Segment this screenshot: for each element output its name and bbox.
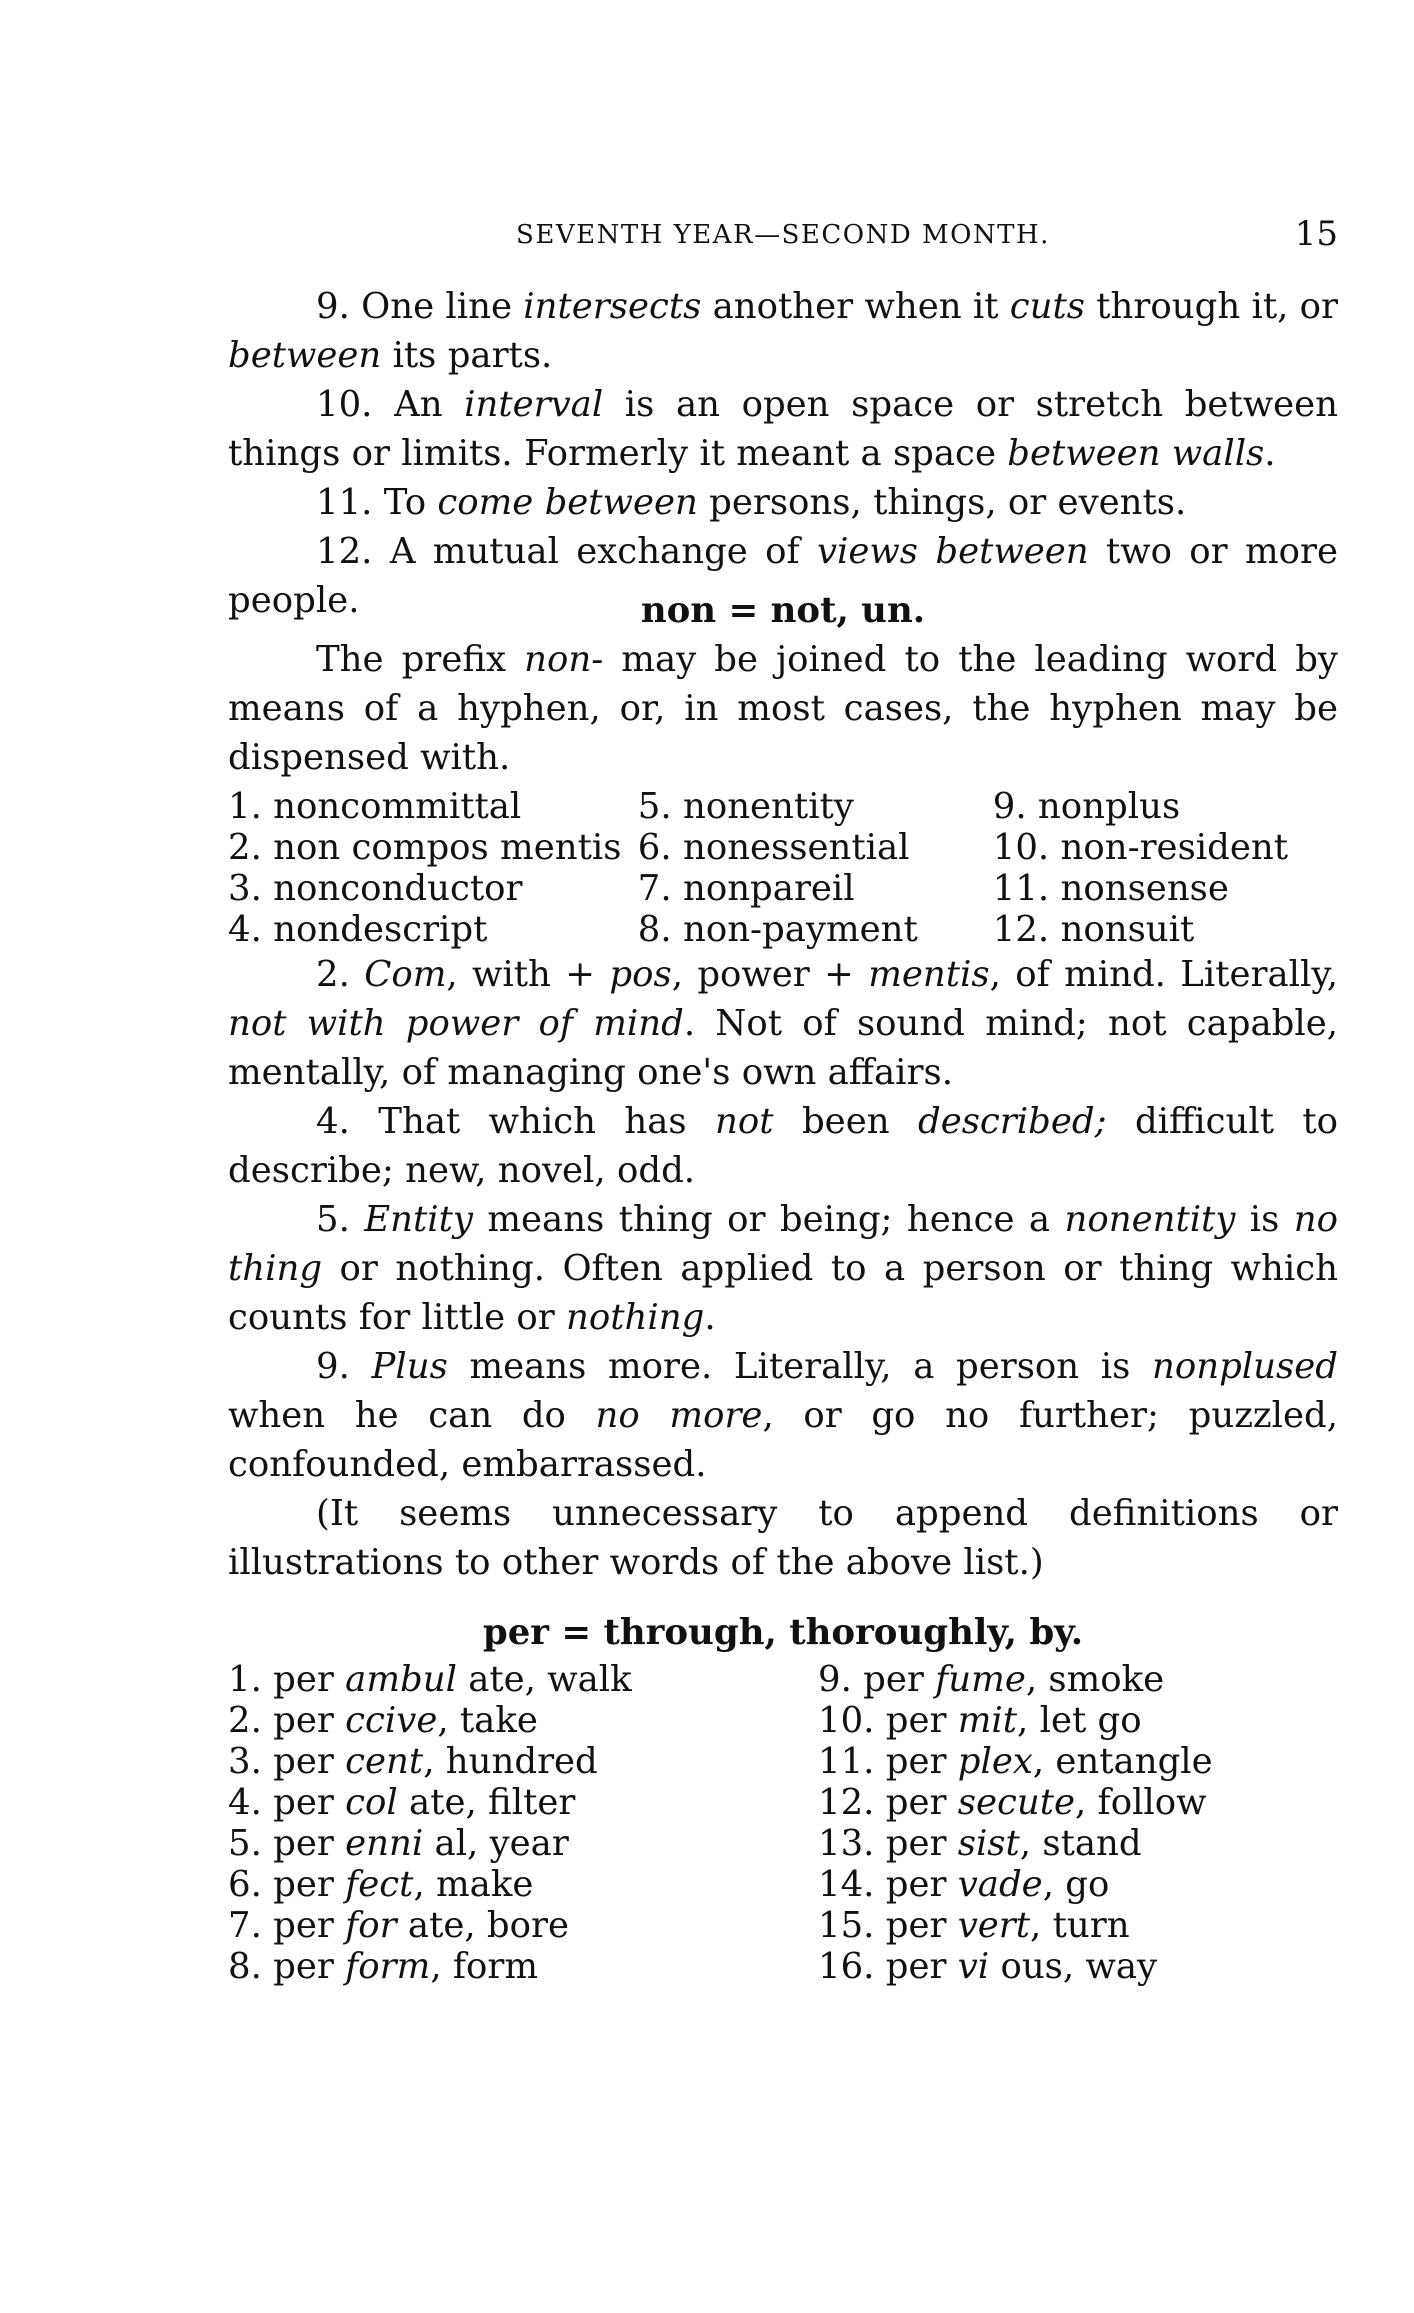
non-heading: non = not, un.	[640, 590, 926, 631]
table-row: 2. per ccive, take 10. per mit, let go	[228, 1700, 1142, 1741]
running-header	[228, 210, 1338, 260]
table-row: 8. per form, form 16. per vi ous, way	[228, 1946, 1158, 1987]
definition-10: 10. An interval is an open space or stretch between things or limits. Formerly it meant a space between walls.	[228, 384, 1338, 474]
table-row: 2. non compos mentis 6. nonessential 10. non-resident	[228, 827, 1288, 868]
non-definition-5: 5. Entity means thing or being; hence a nonentity is no thing or nothing. Often applied to a person or thing which counts for little or nothing.	[228, 1199, 1338, 1338]
non-intro: The prefix non- may be joined to the leading word by means of a hyphen, or, in most cases, the hyphen may be dispensed with.	[228, 639, 1338, 778]
per-heading: per = through, thoroughly, by.	[482, 1612, 1084, 1653]
non-word-list	[228, 786, 1288, 950]
definition-9: 9. One line intersects another when it cuts through it, or between its parts.	[228, 286, 1339, 376]
non-definition-9: 9. Plus means more. Literally, a person is nonplused when he can do no more, or go no further; puzzled, confounded, embarrassed.	[228, 1346, 1338, 1485]
table-row: 4. per col ate, filter 12. per secute, follow	[228, 1782, 1207, 1823]
table-row: 4. nondescript 8. non-payment 12. nonsuit	[228, 909, 1195, 950]
definition-12: 12. A mutual exchange of views between two or more people.	[228, 531, 1338, 621]
table-row: 1. per ambul ate, walk 9. per fume, smoke	[228, 1659, 1165, 1700]
table-row: 6. per fect, make 14. per vade, go	[228, 1864, 1110, 1905]
table-row: 7. per for ate, bore 15. per vert, turn	[228, 1905, 1130, 1946]
non-section	[228, 586, 1338, 1587]
non-definition-2: 2. Com, with + pos, power + mentis, of mind. Literally, not with power of mind. Not of sound mind; not capable, mentally, of managing one's own affairs.	[228, 954, 1339, 1093]
definition-11: 11. To come between persons, things, or events.	[316, 482, 1187, 523]
table-row: 3. per cent, hundred 11. per plex, entangle	[228, 1741, 1213, 1782]
page-number: 15	[1294, 214, 1338, 254]
table-row: 5. per enni al, year 13. per sist, stand	[228, 1823, 1142, 1864]
per-section	[228, 1608, 1338, 1987]
non-note: (It seems unnecessary to append definitions or illustrations to other words of the above list.)	[228, 1493, 1338, 1583]
table-row: 1. noncommittal 5. nonentity 9. nonplus	[228, 786, 1181, 827]
non-definition-4: 4. That which has not been described; difficult to describe; new, novel, odd.	[228, 1101, 1338, 1191]
running-title: SEVENTH YEAR—SECOND MONTH.	[516, 220, 1050, 250]
between-definitions	[228, 282, 1338, 625]
per-word-list	[228, 1659, 1288, 1987]
table-row: 3. nonconductor 7. nonpareil 11. nonsense	[228, 868, 1229, 909]
